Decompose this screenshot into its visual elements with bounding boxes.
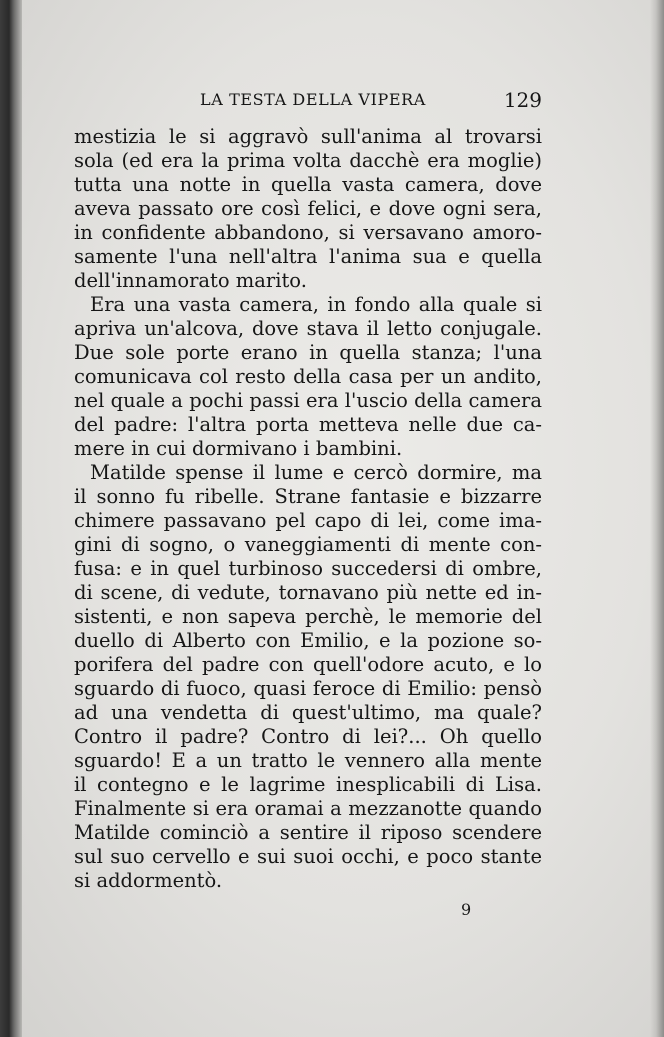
text-line: del padre: l'altra porta metteva nelle due ca-: [74, 413, 542, 436]
page-outer-edge: [650, 0, 664, 1037]
text-line: Contro il padre? Contro di lei?... Oh quello: [74, 725, 542, 748]
text-line: sul suo cervello e sui suoi occhi, e poco stante: [74, 845, 542, 868]
paragraph-first-line: Era una vasta camera, in fondo alla quale si: [90, 293, 542, 316]
text-line: porifera del padre con quell'odore acuto, e lo: [74, 653, 542, 676]
text-line: ad una vendetta di quest'ultimo, ma quale?: [74, 701, 542, 724]
paragraph-first-line: Matilde spense il lume e cercò dormire, ma: [90, 461, 542, 484]
page-binding-edge: [0, 0, 22, 1037]
text-line: Finalmente si era oramai a mezzanotte quando: [74, 797, 542, 820]
signature-mark: 9: [461, 900, 472, 919]
text-line: chimere passavano pel capo di lei, come ima-: [74, 509, 542, 532]
text-line: nel quale a pochi passi era l'uscio della camera: [74, 389, 542, 412]
text-line: in confidente abbandono, si versavano amoro-: [74, 221, 542, 244]
text-line: comunicava col resto della casa per un andito,: [74, 365, 542, 388]
text-line: si addormentò.: [74, 869, 223, 892]
text-line: sguardo! E a un tratto le vennero alla mente: [74, 749, 542, 772]
text-line: il sonno fu ribelle. Strane fantasie e bizzarre: [74, 485, 542, 508]
running-head: [60, 90, 542, 116]
text-line: gini di sogno, o vaneggiamenti di mente con-: [74, 533, 542, 556]
text-line: dell'innamorato marito.: [74, 269, 307, 292]
running-head-title: LA TESTA DELLA VIPERA: [200, 90, 426, 109]
text-line: sguardo di fuoco, quasi feroce di Emilio: pensò: [74, 677, 542, 700]
text-line: Matilde cominciò a sentire il riposo scendere: [74, 821, 542, 844]
text-line: sistenti, e non sapeva perchè, le memorie del: [74, 605, 542, 628]
text-line: samente l'una nell'altra l'anima sua e quella: [74, 245, 542, 268]
text-line: Due sole porte erano in quella stanza; l'una: [74, 341, 542, 364]
text-line: di scene, di vedute, tornavano più nette ed in-: [74, 581, 542, 604]
text-line: fusa: e in quel turbinoso succedersi di ombre,: [74, 557, 542, 580]
text-line: mere in cui dormivano i bambini.: [74, 437, 403, 460]
text-line: il contegno e le lagrime inesplicabili di Lisa.: [74, 773, 542, 796]
text-line: sola (ed era la prima volta dacchè era moglie): [74, 149, 542, 172]
text-line: tutta una notte in quella vasta camera, dove: [74, 173, 542, 196]
page-number: 129: [503, 88, 542, 112]
text-line: mestizia le si aggravò sull'anima al trovarsi: [74, 125, 542, 148]
text-line: apriva un'alcova, dove stava il letto conjugale.: [74, 317, 542, 340]
text-line: aveva passato ore così felici, e dove ogni sera,: [74, 197, 542, 220]
text-line: duello di Alberto con Emilio, e la pozione so-: [74, 629, 542, 652]
